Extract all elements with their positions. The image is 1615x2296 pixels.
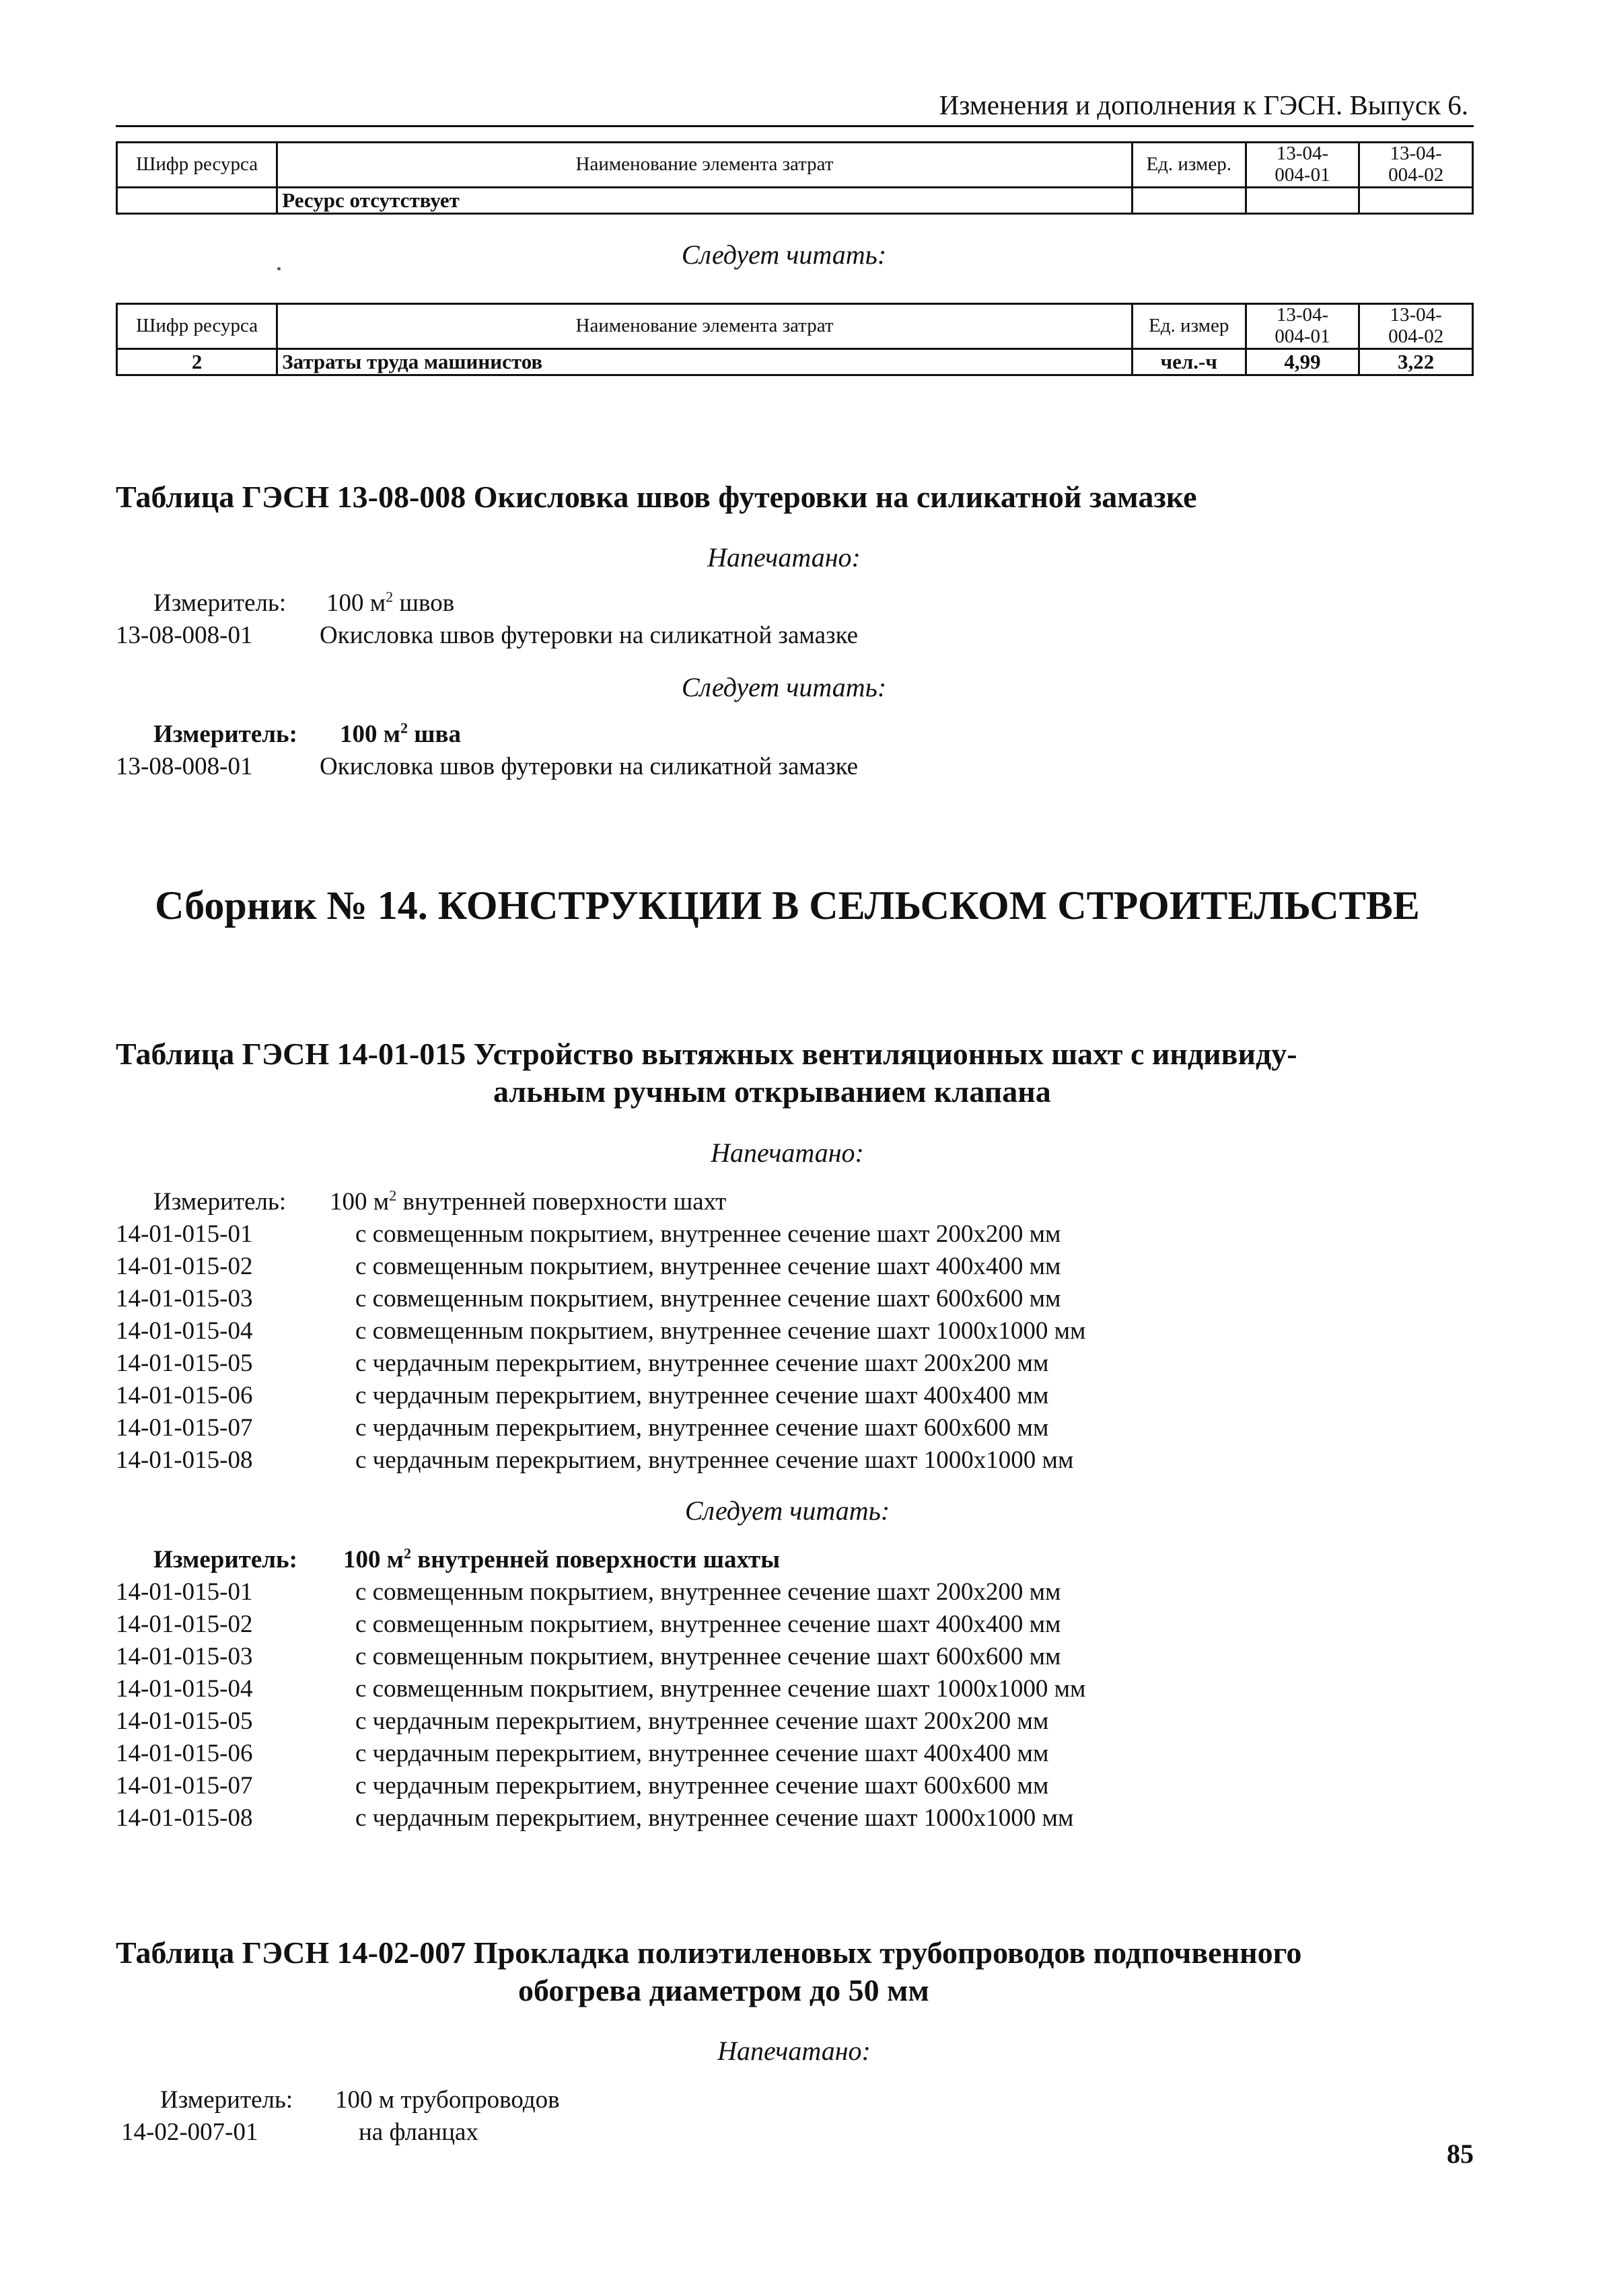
- position-code: 14-01-015-05: [116, 1707, 253, 1735]
- position-desc: на фланцах: [359, 2118, 478, 2146]
- position-desc: Окисловка швов футеровки на силикатной замазке: [320, 753, 859, 780]
- position-code: 13-08-008-01: [116, 622, 253, 649]
- meter-value: 100 $м^2$ внутренней поверхности шахт: [330, 1187, 727, 1216]
- position-code: 14-01-015-04: [116, 1675, 253, 1703]
- position-desc: Окисловка швов футеровки на силикатной замазке: [320, 622, 859, 649]
- cell-a: 4,99: [1246, 348, 1359, 375]
- col-unit-header: Ед. измер: [1132, 304, 1246, 349]
- running-header: Изменения и дополнения к ГЭСН. Выпуск 6.: [939, 89, 1468, 120]
- position-code: 14-01-015-06: [116, 1740, 253, 1767]
- position-code: 13-08-008-01: [116, 753, 253, 780]
- position-code: 14-01-015-02: [116, 1253, 253, 1280]
- cell-name: Затраты труда машинистов: [277, 348, 1133, 375]
- position-desc: с чердачным перекрытием, внутреннее сечение шахт 600х600 мм: [355, 1772, 1049, 1800]
- position-code: 14-01-015-03: [116, 1643, 253, 1670]
- position-desc: с чердачным перекрытием, внутреннее сечение шахт 400х400 мм: [355, 1382, 1049, 1409]
- meter-value: 100 $м^2$ внутренней поверхности шахты: [343, 1545, 781, 1573]
- position-code: 14-02-007-01: [121, 2118, 258, 2146]
- read-as-heading: Следует читать:: [681, 239, 887, 270]
- position-desc: с совмещенным покрытием, внутреннее сечение шахт 600х600 мм: [355, 1285, 1061, 1312]
- cell-code: [117, 187, 277, 213]
- col-b-header: 13-04- 004-02: [1359, 304, 1473, 349]
- collection-title: Сборник № 14. КОНСТРУКЦИИ В СЕЛЬСКОМ СТРОИТЕЛЬСТВЕ: [155, 883, 1420, 928]
- position-desc: с чердачным перекрытием, внутреннее сечение шахт 400х400 мм: [355, 1740, 1049, 1767]
- resource-table-printed: [116, 141, 1474, 215]
- cell-unit: [1132, 187, 1246, 213]
- position-desc: с совмещенным покрытием, внутреннее сечение шахт 1000х1000 мм: [355, 1317, 1086, 1345]
- table-row: [117, 187, 1473, 213]
- meter-label: Измеритель:: [153, 589, 287, 617]
- meter-value: 100 м трубопроводов: [335, 2086, 560, 2114]
- position-desc: с чердачным перекрытием, внутреннее сечение шахт 1000х1000 мм: [355, 1446, 1074, 1474]
- position-code: 14-01-015-04: [116, 1317, 253, 1345]
- position-code: 14-01-015-06: [116, 1382, 253, 1409]
- cell-b: 3,22: [1359, 348, 1473, 375]
- position-desc: с чердачным перекрытием, внутреннее сечение шахт 200х200 мм: [355, 1349, 1049, 1377]
- section-title-14-02-007-line1: Таблица ГЭСН 14-02-007 Прокладка полиэтиленовых трубопроводов подпочвенного: [116, 1935, 1302, 1970]
- page-number: 85: [1447, 2139, 1474, 2169]
- section-title-13-08-008: Таблица ГЭСН 13-08-008 Окисловка швов футеровки на силикатной замазке: [116, 480, 1197, 514]
- position-desc: с совмещенным покрытием, внутреннее сечение шахт 200х200 мм: [355, 1578, 1061, 1606]
- position-code: 14-01-015-05: [116, 1349, 253, 1377]
- table-header-row: [117, 143, 1473, 188]
- col-a-header: 13-04- 004-01: [1246, 143, 1359, 188]
- position-code: 14-01-015-08: [116, 1446, 253, 1474]
- table-header-row: [117, 304, 1473, 349]
- position-desc: с совмещенным покрытием, внутреннее сечение шахт 400х400 мм: [355, 1253, 1061, 1280]
- position-code: 14-01-015-01: [116, 1578, 253, 1606]
- section-title-14-01-015-line1: Таблица ГЭСН 14-01-015 Устройство вытяжных вентиляционных шахт с индивиду-: [116, 1037, 1297, 1071]
- resource-table-corrected: [116, 303, 1474, 376]
- col-code-header: Шифр ресурса: [117, 304, 277, 349]
- position-desc: с чердачным перекрытием, внутреннее сечение шахт 200х200 мм: [355, 1707, 1049, 1735]
- meter-label: Измеритель:: [160, 2086, 293, 2114]
- printed-heading: Напечатано:: [707, 542, 861, 572]
- position-desc: с совмещенным покрытием, внутреннее сечение шахт 200х200 мм: [355, 1220, 1061, 1248]
- col-name-header: Наименование элемента затрат: [277, 304, 1133, 349]
- read-as-heading: Следует читать:: [681, 672, 887, 702]
- cell-name: Ресурс отсутствует: [277, 187, 1132, 213]
- meter-value: 100 $м^2$ швов: [326, 588, 455, 617]
- col-a-header: 13-04- 004-01: [1246, 304, 1359, 349]
- meter-label: Измеритель:: [153, 720, 297, 748]
- section-title-14-02-007-line2: обогрева диаметром до 50 мм: [518, 1973, 929, 2007]
- col-b-header: 13-04- 004-02: [1359, 143, 1473, 188]
- printed-heading: Напечатано:: [711, 1138, 864, 1168]
- position-code: 14-01-015-08: [116, 1804, 253, 1832]
- position-desc: с совмещенным покрытием, внутреннее сечение шахт 400х400 мм: [355, 1610, 1061, 1638]
- position-code: 14-01-015-07: [116, 1414, 253, 1442]
- position-code: 14-01-015-07: [116, 1772, 253, 1800]
- table-row: [117, 348, 1473, 375]
- scan-speck: [277, 267, 281, 270]
- position-desc: с совмещенным покрытием, внутреннее сечение шахт 600х600 мм: [355, 1643, 1061, 1670]
- cell-unit: чел.-ч: [1132, 348, 1246, 375]
- position-code: 14-01-015-03: [116, 1285, 253, 1312]
- cell-a: [1246, 187, 1359, 213]
- meter-label: Измеритель:: [153, 1188, 287, 1216]
- meter-value: 100 $м^2$ шва: [340, 719, 462, 748]
- position-desc: с чердачным перекрытием, внутреннее сечение шахт 600х600 мм: [355, 1414, 1049, 1442]
- position-code: 14-01-015-01: [116, 1220, 253, 1248]
- col-name-header: Наименование элемента затрат: [277, 143, 1132, 188]
- meter-label: Измеритель:: [153, 1546, 297, 1573]
- cell-b: [1359, 187, 1473, 213]
- col-unit-header: Ед. измер.: [1132, 143, 1246, 188]
- cell-code: 2: [117, 348, 277, 375]
- position-desc: с чердачным перекрытием, внутреннее сечение шахт 1000х1000 мм: [355, 1804, 1074, 1832]
- position-code: 14-01-015-02: [116, 1610, 253, 1638]
- position-desc: с совмещенным покрытием, внутреннее сечение шахт 1000х1000 мм: [355, 1675, 1086, 1703]
- col-code-header: Шифр ресурса: [117, 143, 277, 188]
- header-rule: [116, 125, 1474, 127]
- read-as-heading: Следует читать:: [684, 1495, 890, 1526]
- section-title-14-01-015-line2: альным ручным открыванием клапана: [493, 1074, 1051, 1109]
- printed-heading: Напечатано:: [717, 2036, 871, 2066]
